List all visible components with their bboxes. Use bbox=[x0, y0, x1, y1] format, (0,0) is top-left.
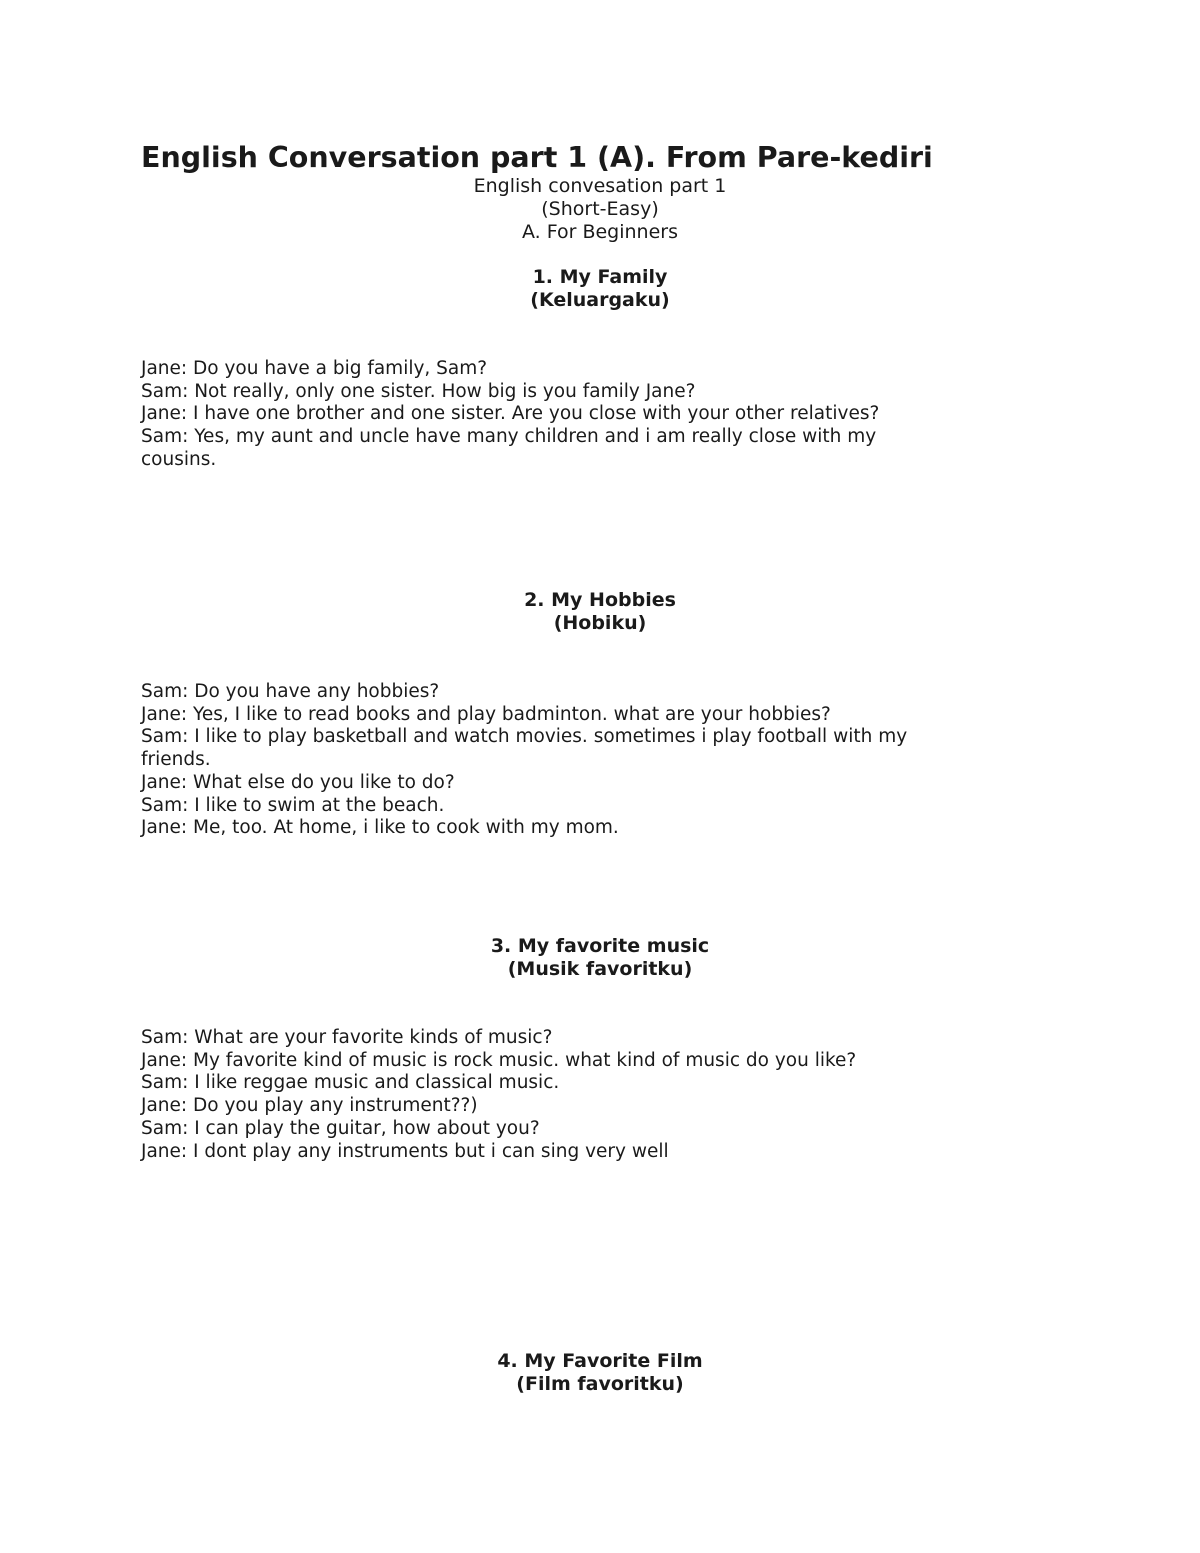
section-heading-music bbox=[300, 935, 900, 981]
dialog-line: Jane: Do you have a big family, Sam? bbox=[141, 358, 488, 379]
dialog-line: Jane: I dont play any instruments but i can sing very well bbox=[141, 1140, 669, 1162]
dialog-line: Sam: Yes, my aunt and uncle have many children and i am really close with my cousins. bbox=[141, 426, 877, 470]
dialog-line: Jane: What else do you like to do? bbox=[141, 771, 455, 793]
document-title: English Conversation part 1 (A). From Pare-kediri bbox=[141, 141, 933, 174]
dialog-music bbox=[141, 1027, 911, 1163]
section-heading-family bbox=[300, 266, 900, 312]
document-audience: A. For Beginners bbox=[521, 221, 679, 243]
section-translation: (Hobiku) bbox=[553, 612, 647, 634]
section-title: 2. My Hobbies bbox=[524, 589, 676, 611]
section-title: 4. My Favorite Film bbox=[497, 1350, 703, 1372]
dialog-line: Sam: I can play the guitar, how about you? bbox=[141, 1117, 540, 1139]
dialog-line: Sam: I like to play basketball and watch movies. sometimes i play football with my friends. bbox=[141, 726, 908, 771]
section-heading-film bbox=[300, 1350, 900, 1396]
section-translation: (Keluargaku) bbox=[530, 289, 670, 311]
section-translation: (Film favoritku) bbox=[516, 1373, 684, 1395]
dialog-hobbies bbox=[141, 681, 911, 840]
dialog-line: Sam: What are your favorite kinds of music? bbox=[141, 1027, 553, 1048]
dialog-line: Sam: I like to swim at the beach. bbox=[141, 794, 445, 816]
section-title: 3. My favorite music bbox=[490, 935, 710, 957]
section-title: 1. My Family bbox=[532, 266, 668, 288]
dialog-line: Jane: I have one brother and one sister. Are you close with your other relatives? bbox=[141, 403, 880, 425]
section-heading-hobbies bbox=[300, 589, 900, 635]
dialog-line: Jane: Yes, I like to read books and play badminton. what are your hobbies? bbox=[141, 703, 831, 725]
dialog-family bbox=[141, 358, 911, 472]
dialog-line: Sam: Not really, only one sister. How big is you family Jane? bbox=[141, 380, 696, 402]
dialog-line: Jane: Me, too. At home, i like to cook with my mom. bbox=[141, 817, 619, 839]
dialog-line: Sam: I like reggae music and classical music. bbox=[141, 1072, 560, 1094]
dialog-line: Jane: Do you play any instrument??) bbox=[141, 1095, 478, 1117]
document-subtitle: English convesation part 1 bbox=[473, 175, 727, 197]
document-level: (Short-Easy) bbox=[541, 198, 659, 220]
dialog-line: Jane: My favorite kind of music is rock music. what kind of music do you like? bbox=[141, 1049, 857, 1071]
dialog-line: Sam: Do you have any hobbies? bbox=[141, 681, 440, 702]
section-translation: (Musik favoritku) bbox=[507, 958, 693, 980]
